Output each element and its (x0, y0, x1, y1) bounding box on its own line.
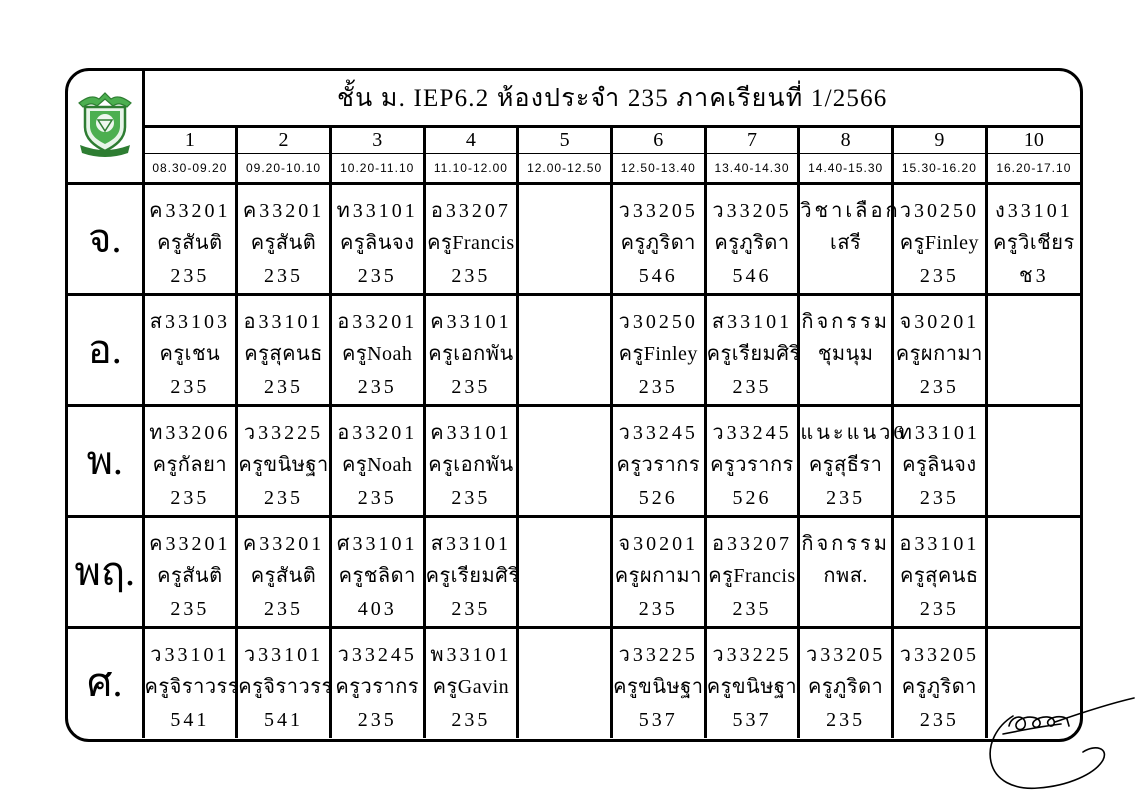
period-number-9: 9 (893, 126, 987, 153)
teacher-name: ครูกัลยา (152, 454, 228, 476)
period-number-5: 5 (518, 126, 612, 153)
empty-timetable-cell (986, 516, 1080, 627)
room-number: 235 (919, 708, 959, 731)
timetable-cell (705, 294, 799, 405)
room-number: 235 (264, 264, 304, 287)
room-number: 235 (732, 597, 772, 620)
period-time-4: 11.10-12.00 (424, 153, 518, 183)
cell-content (894, 296, 985, 404)
subject-code: ว30250 (899, 199, 979, 222)
teacher-name: ครูสุคนธ (244, 343, 323, 365)
room-number: 235 (919, 597, 959, 620)
cell-content (800, 185, 901, 260)
subject-code: ค33101 (430, 421, 512, 444)
subject-code: กิจกรรม (801, 532, 890, 555)
room-number: 235 (826, 708, 866, 731)
teacher-name: ครูFrancis (708, 565, 796, 587)
subject-code: กิจกรรม (801, 310, 890, 333)
empty-timetable-cell (518, 405, 612, 516)
teacher-name: ครูสันติ (157, 232, 223, 254)
room-number: ช3 (1019, 264, 1049, 287)
cell-content (238, 518, 329, 626)
teacher-name: ครูผกามา (895, 343, 983, 365)
teacher-name: ครูเรียมศิริ (425, 565, 520, 587)
subject-code: ค33101 (430, 310, 512, 333)
empty-timetable-cell (518, 516, 612, 627)
subject-code: ว33205 (806, 643, 886, 666)
room-number: 235 (357, 486, 397, 509)
cell-content (988, 629, 1080, 639)
timetable-cell (611, 405, 705, 516)
teacher-name: เสรี (830, 232, 862, 254)
period-number-1: 1 (143, 126, 237, 153)
teacher-name: ครูวิเชียร (992, 232, 1075, 254)
cell-content (144, 629, 240, 737)
timetable-cell (237, 516, 331, 627)
timetable-cell (330, 294, 424, 405)
day-label: ศ. (68, 627, 143, 738)
cell-content (238, 629, 333, 737)
cell-content (332, 518, 423, 626)
cell-content (706, 296, 801, 404)
cell-content (894, 185, 985, 293)
room-number: 235 (638, 375, 678, 398)
timetable-cell (986, 183, 1080, 294)
subject-code: ว33101 (150, 643, 230, 666)
subject-code: ค33201 (149, 199, 231, 222)
teacher-name: กพส. (823, 565, 868, 587)
timetable-cell (143, 405, 237, 516)
room-number: 235 (451, 597, 491, 620)
timetable-sheet (65, 68, 1083, 742)
timetable-cell (799, 405, 907, 516)
subject-code: ว33205 (712, 199, 792, 222)
timetable-cell (424, 183, 518, 294)
cell-content (332, 407, 423, 515)
empty-timetable-cell (986, 405, 1080, 516)
teacher-name: ครูขนิษฐา (613, 676, 704, 698)
timetable-grid (68, 71, 1080, 738)
teacher-name: ครูNoah (341, 343, 413, 365)
room-number: 541 (264, 708, 304, 731)
room-number: 235 (732, 375, 772, 398)
timetable-cell (611, 294, 705, 405)
teacher-name: ครูสุธีรา (808, 454, 883, 476)
timetable-cell (424, 294, 518, 405)
cell-content (519, 407, 610, 417)
room-number: 235 (170, 375, 210, 398)
cell-content (426, 185, 517, 293)
period-time-6: 12.50-13.40 (611, 153, 705, 183)
cell-content (332, 296, 423, 404)
room-number: 235 (264, 597, 304, 620)
subject-code: ว33245 (712, 421, 792, 444)
period-time-10: 16.20-17.10 (986, 153, 1080, 183)
timetable-cell (143, 516, 237, 627)
period-number-2: 2 (237, 126, 331, 153)
subject-code: ท33101 (898, 421, 980, 444)
day-label: พ. (68, 405, 143, 516)
subject-code: อ33101 (899, 532, 980, 555)
subject-code: ว33245 (618, 421, 698, 444)
subject-code: ง33101 (994, 199, 1073, 222)
timetable-cell (237, 294, 331, 405)
timetable-cell (424, 516, 518, 627)
cell-content (426, 407, 517, 515)
cell-content (332, 185, 423, 293)
subject-code: อ33207 (711, 532, 792, 555)
subject-code: พ33101 (430, 643, 512, 666)
period-number-4: 4 (424, 126, 518, 153)
subject-code: ว33205 (899, 643, 979, 666)
timetable-cell (799, 183, 901, 294)
timetable-cell (799, 627, 893, 738)
subject-code: อ33207 (430, 199, 511, 222)
teacher-name: ครูFinley (618, 343, 698, 365)
timetable-cell (611, 516, 705, 627)
period-time-3: 10.20-11.10 (330, 153, 424, 183)
cell-content (988, 296, 1080, 306)
timetable-cell (237, 183, 331, 294)
subject-code: จ30201 (899, 310, 980, 333)
cell-content (707, 518, 798, 626)
period-number-8: 8 (799, 126, 893, 153)
room-number: 235 (170, 597, 210, 620)
signature (983, 686, 1135, 798)
timetable-cell (237, 627, 331, 738)
cell-content (707, 185, 798, 293)
period-time-9: 15.30-16.20 (893, 153, 987, 183)
timetable-cell (893, 183, 987, 294)
cell-content (425, 518, 520, 626)
subject-code: ว33225 (618, 643, 698, 666)
period-time-2: 09.20-10.10 (237, 153, 331, 183)
empty-timetable-cell (518, 627, 612, 738)
period-number-7: 7 (705, 126, 799, 153)
room-number: 235 (451, 708, 491, 731)
teacher-name: ครูสันติ (157, 565, 223, 587)
cell-content (145, 185, 236, 293)
room-number: 537 (638, 708, 678, 731)
timetable-body (68, 71, 1080, 738)
period-number-3: 3 (330, 126, 424, 153)
timetable-cell (330, 183, 424, 294)
timetable-cell (705, 516, 799, 627)
day-label: พฤ. (68, 516, 143, 627)
teacher-name: ครูขนิษฐา (706, 676, 798, 698)
room-number: 235 (264, 486, 304, 509)
subject-code: แนะแนว6 (800, 421, 907, 444)
cell-content (519, 518, 610, 528)
subject-code: ส33103 (149, 310, 230, 333)
cell-content (613, 185, 704, 293)
day-row (68, 294, 1080, 405)
cell-content (613, 407, 704, 515)
cell-content (519, 629, 610, 639)
room-number: 235 (919, 264, 959, 287)
timetable-cell (143, 183, 237, 294)
teacher-name: ครูภูริดา (901, 676, 977, 698)
timetable-cell (143, 294, 237, 405)
timetable-cell (237, 405, 331, 516)
timetable-cell (424, 405, 518, 516)
teacher-name: ครูจิราวรร (238, 676, 333, 698)
timetable-cell (705, 405, 799, 516)
teacher-name: ครูภูริดา (620, 232, 696, 254)
cell-content (707, 407, 798, 515)
period-number-10: 10 (986, 126, 1080, 153)
subject-code: ว33245 (337, 643, 417, 666)
room-number: 546 (732, 264, 772, 287)
cell-content (800, 629, 891, 737)
timetable-cell (705, 627, 799, 738)
cell-content (894, 518, 985, 626)
subject-code: วิชาเลือก (800, 199, 901, 222)
cell-content (988, 518, 1080, 528)
subject-code: ว30250 (618, 310, 698, 333)
cell-content (988, 185, 1080, 293)
empty-timetable-cell (986, 294, 1080, 405)
subject-code: ส33101 (711, 310, 793, 333)
cell-content (613, 629, 704, 737)
room-number: 235 (357, 375, 397, 398)
cell-content (613, 296, 704, 404)
timetable-cell (330, 516, 424, 627)
teacher-name: ครูลินจง (339, 232, 415, 254)
cell-content (238, 185, 329, 293)
room-number: 235 (919, 375, 959, 398)
timetable-cell (611, 183, 705, 294)
period-time-5: 12.00-12.50 (518, 153, 612, 183)
teacher-name: ครูวรากร (616, 454, 701, 476)
teacher-name: ครูจิราวรร (144, 676, 240, 698)
timetable-cell (893, 294, 987, 405)
timetable-cell (705, 183, 799, 294)
teacher-name: ครูFrancis (427, 232, 515, 254)
period-time-row (68, 153, 1080, 183)
teacher-name: ครูชลิดา (338, 565, 416, 587)
cell-content (519, 296, 610, 306)
teacher-name: ครูFinley (899, 232, 979, 254)
teacher-name: ครูภูริดา (714, 232, 790, 254)
subject-code: ว33101 (243, 643, 324, 666)
room-number: 235 (451, 264, 491, 287)
timetable-cell (611, 627, 705, 738)
room-number: 541 (170, 708, 210, 731)
cell-content (613, 518, 704, 626)
subject-code: อ33201 (337, 310, 418, 333)
timetable-cell (799, 294, 893, 405)
subject-code: ว33225 (243, 421, 324, 444)
cell-content (800, 518, 891, 593)
room-number: 235 (451, 486, 491, 509)
subject-code: อ33201 (337, 421, 418, 444)
teacher-name: ครูGavin (432, 676, 510, 698)
room-number: 235 (451, 375, 491, 398)
teacher-name: ครูเชน (159, 343, 221, 365)
teacher-name: ครูสันติ (250, 232, 317, 254)
subject-code: อ33101 (243, 310, 324, 333)
cell-content (238, 296, 329, 404)
room-number: 235 (357, 264, 397, 287)
cell-content (988, 407, 1080, 417)
day-row (68, 516, 1080, 627)
day-label: จ. (68, 183, 143, 294)
room-number: 526 (732, 486, 772, 509)
cell-content (707, 629, 798, 737)
period-time-1: 08.30-09.20 (143, 153, 237, 183)
room-number: 235 (170, 264, 210, 287)
day-label: อ. (68, 294, 143, 405)
teacher-name: ครูNoah (341, 454, 413, 476)
page-title: ชั้น ม. IEP6.2 ห้องประจำ 235 ภาคเรียนที่ 1/2566 (143, 71, 1080, 126)
timetable-cell (799, 516, 893, 627)
teacher-name: ครูขนิษฐา (238, 454, 329, 476)
subject-code: ค33201 (242, 199, 325, 222)
room-number: 403 (357, 597, 397, 620)
cell-content (426, 296, 517, 404)
cell-content (145, 407, 236, 515)
teacher-name: ครูวรากร (710, 454, 794, 476)
teacher-name: ครูวรากร (335, 676, 420, 698)
logo-cell (68, 71, 143, 183)
cell-content (519, 185, 610, 195)
teacher-name: ครูภูริดา (808, 676, 884, 698)
subject-code: ท33101 (336, 199, 418, 222)
cell-content (800, 296, 891, 371)
room-number: 537 (732, 708, 772, 731)
teacher-name: ครูลินจง (902, 454, 977, 476)
subject-code: ส33101 (430, 532, 512, 555)
room-number: 235 (357, 708, 397, 731)
timetable-cell (424, 627, 518, 738)
teacher-name: ครูเรียมศิริ (706, 343, 801, 365)
cell-content (800, 407, 907, 515)
cell-content (894, 407, 985, 515)
subject-code: ค33201 (149, 532, 231, 555)
timetable-cell (330, 405, 424, 516)
day-row (68, 183, 1080, 294)
subject-code: ท33206 (149, 421, 231, 444)
teacher-name: ครูเอกพัน (428, 454, 514, 476)
cell-content (332, 629, 423, 737)
period-number-6: 6 (611, 126, 705, 153)
title-row (68, 71, 1080, 126)
cell-content (145, 296, 236, 404)
subject-code: ว33225 (712, 643, 792, 666)
room-number: 235 (170, 486, 210, 509)
day-row (68, 627, 1080, 738)
teacher-name: ชุมนุม (817, 343, 874, 365)
school-crest-icon (77, 89, 133, 159)
cell-content (145, 518, 236, 626)
cell-content (426, 629, 517, 737)
subject-code: ค33201 (242, 532, 325, 555)
subject-code: จ30201 (618, 532, 699, 555)
timetable-cell (893, 405, 987, 516)
room-number: 235 (264, 375, 304, 398)
timetable-cell (143, 627, 240, 738)
timetable-cell (893, 516, 987, 627)
period-time-7: 13.40-14.30 (705, 153, 799, 183)
day-row (68, 405, 1080, 516)
subject-code: ศ33101 (336, 532, 418, 555)
room-number: 526 (638, 486, 678, 509)
teacher-name: ครูผกามา (614, 565, 702, 587)
teacher-name: ครูสันติ (250, 565, 317, 587)
room-number: 235 (826, 486, 866, 509)
empty-timetable-cell (518, 294, 612, 405)
period-time-8: 14.40-15.30 (799, 153, 893, 183)
teacher-name: ครูเอกพัน (428, 343, 514, 365)
timetable-cell (893, 627, 987, 738)
cell-content (894, 629, 985, 737)
teacher-name: ครูสุคนธ (900, 565, 979, 587)
room-number: 235 (919, 486, 959, 509)
room-number: 546 (638, 264, 678, 287)
empty-timetable-cell (518, 183, 612, 294)
subject-code: ว33205 (618, 199, 698, 222)
room-number: 235 (638, 597, 678, 620)
cell-content (238, 407, 329, 515)
period-number-row (68, 126, 1080, 153)
timetable-cell (330, 627, 424, 738)
